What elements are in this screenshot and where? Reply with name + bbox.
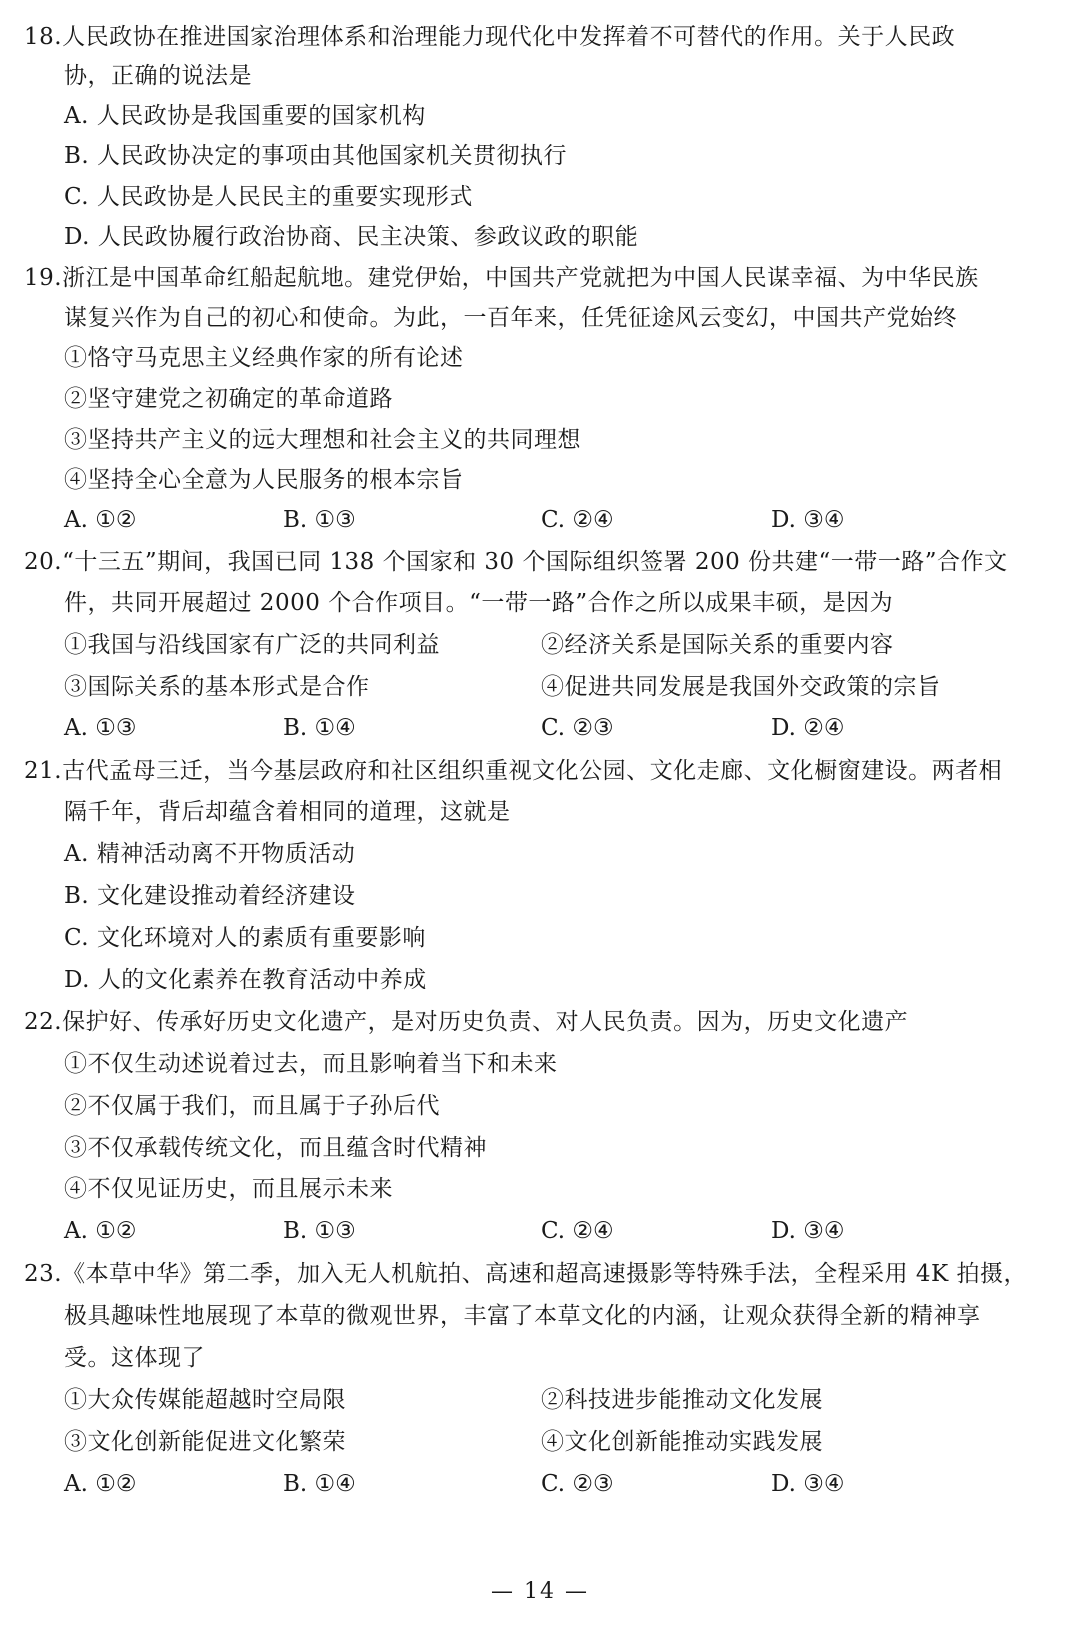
statement-4: ④坚持全心全意为人民服务的根本宗旨 [64, 467, 464, 493]
answer-choice-a: A. ①② [64, 1471, 137, 1497]
answer-choice-b: B. ①④ [283, 715, 356, 741]
answer-choice-c: C. ②④ [541, 1218, 614, 1244]
question-stem-text: 保护好、传承好历史文化遗产，是对历史负责、对人民负责。因为，历史文化遗产 [62, 1009, 909, 1035]
question-stem-line [24, 1007, 1058, 1037]
question-stem-line [24, 263, 1058, 293]
option-c: C. 人民政协是人民民主的重要实现形式 [64, 184, 473, 210]
answer-choice-b: B. ①④ [283, 1471, 356, 1497]
statement-2: ②科技进步能推动文化发展 [541, 1387, 823, 1413]
question-number: 21. [24, 758, 63, 784]
answer-choice-b: B. ①③ [283, 1218, 356, 1244]
question-stem-line: 极具趣味性地展现了本草的微观世界，丰富了本草文化的内涵，让观众获得全新的精神享 [64, 1303, 981, 1329]
statement-3: ③坚持共产主义的远大理想和社会主义的共同理想 [64, 427, 581, 453]
option-a: A. 人民政协是我国重要的国家机构 [64, 103, 426, 129]
question-number: 22. [24, 1009, 63, 1035]
answer-choice-d: D. ③④ [771, 1471, 845, 1497]
option-b: B. 人民政协决定的事项由其他国家机关贯彻执行 [64, 143, 568, 169]
page-number: — 14 — [491, 1579, 589, 1604]
option-c: C. 文化环境对人的素质有重要影响 [64, 925, 426, 951]
statement-4: ④促进共同发展是我国外交政策的宗旨 [541, 674, 941, 700]
question-stem-text: 《本草中华》第二季，加入无人机航拍、高速和超高速摄影等特殊手法，全程采用 4K 拍摄， [62, 1261, 1028, 1287]
question-stem-text: “十三五”期间，我国已同 138 个国家和 30 个国际组织签署 200 份共建“一带一路”合作文 [62, 549, 1008, 575]
answer-choice-a: A. ①③ [64, 715, 137, 741]
question-stem-line: 隔千年，背后却蕴含着相同的道理，这就是 [64, 799, 511, 825]
statement-4: ④文化创新能推动实践发展 [541, 1429, 823, 1455]
statement-2: ②坚守建党之初确定的革命道路 [64, 386, 393, 412]
statement-3: ③文化创新能促进文化繁荣 [64, 1429, 346, 1455]
question-number: 19. [24, 265, 63, 291]
question-stem-line: 谋复兴作为自己的初心和使命。为此，一百年来，任凭征途风云变幻，中国共产党始终 [64, 305, 957, 331]
option-b: B. 文化建设推动着经济建设 [64, 883, 356, 909]
statement-2: ②经济关系是国际关系的重要内容 [541, 632, 894, 658]
answer-choice-d: D. ③④ [771, 507, 845, 533]
question-stem-text: 人民政协在推进国家治理体系和治理能力现代化中发挥着不可替代的作用。关于人民政 [62, 24, 956, 50]
option-d: D. 人的文化素养在教育活动中养成 [64, 967, 427, 993]
answer-choice-c: C. ②③ [541, 1471, 614, 1497]
statement-3: ③不仅承载传统文化，而且蕴含时代精神 [64, 1135, 487, 1161]
statement-3: ③国际关系的基本形式是合作 [64, 674, 370, 700]
question-number: 18. [24, 24, 63, 50]
question-stem-line [24, 547, 1058, 577]
question-number: 20. [24, 549, 63, 575]
answer-choice-c: C. ②④ [541, 507, 614, 533]
statement-4: ④不仅见证历史，而且展示未来 [64, 1176, 393, 1202]
statement-1: ①不仅生动述说着过去，而且影响着当下和未来 [64, 1051, 558, 1077]
answer-choice-d: D. ②④ [771, 715, 845, 741]
statement-2: ②不仅属于我们，而且属于子孙后代 [64, 1093, 440, 1119]
question-stem-line: 受。这体现了 [64, 1345, 205, 1371]
statement-1: ①大众传媒能超越时空局限 [64, 1387, 346, 1413]
option-d: D. 人民政协履行政治协商、民主决策、参政议政的职能 [64, 224, 639, 250]
question-stem-line [24, 756, 1058, 786]
question-stem-line: 协，正确的说法是 [64, 63, 252, 89]
answer-choice-a: A. ①② [64, 1218, 137, 1244]
question-stem-line [24, 1259, 1058, 1289]
question-number: 23. [24, 1261, 63, 1287]
answer-choice-c: C. ②③ [541, 715, 614, 741]
statement-1: ①恪守马克思主义经典作家的所有论述 [64, 345, 464, 371]
question-stem-text: 浙江是中国革命红船起航地。建党伊始，中国共产党就把为中国人民谋幸福、为中华民族 [62, 265, 979, 291]
question-stem-text: 古代孟母三迁，当今基层政府和社区组织重视文化公园、文化走廊、文化橱窗建设。两者相 [62, 758, 1003, 784]
answer-choice-b: B. ①③ [283, 507, 356, 533]
answer-choice-a: A. ①② [64, 507, 137, 533]
question-stem-line [24, 22, 1058, 52]
answer-choice-d: D. ③④ [771, 1218, 845, 1244]
question-stem-line: 件，共同开展超过 2000 个合作项目。“一带一路”合作之所以成果丰硕，是因为 [64, 590, 894, 616]
statement-1: ①我国与沿线国家有广泛的共同利益 [64, 632, 440, 658]
option-a: A. 精神活动离不开物质活动 [64, 841, 356, 867]
